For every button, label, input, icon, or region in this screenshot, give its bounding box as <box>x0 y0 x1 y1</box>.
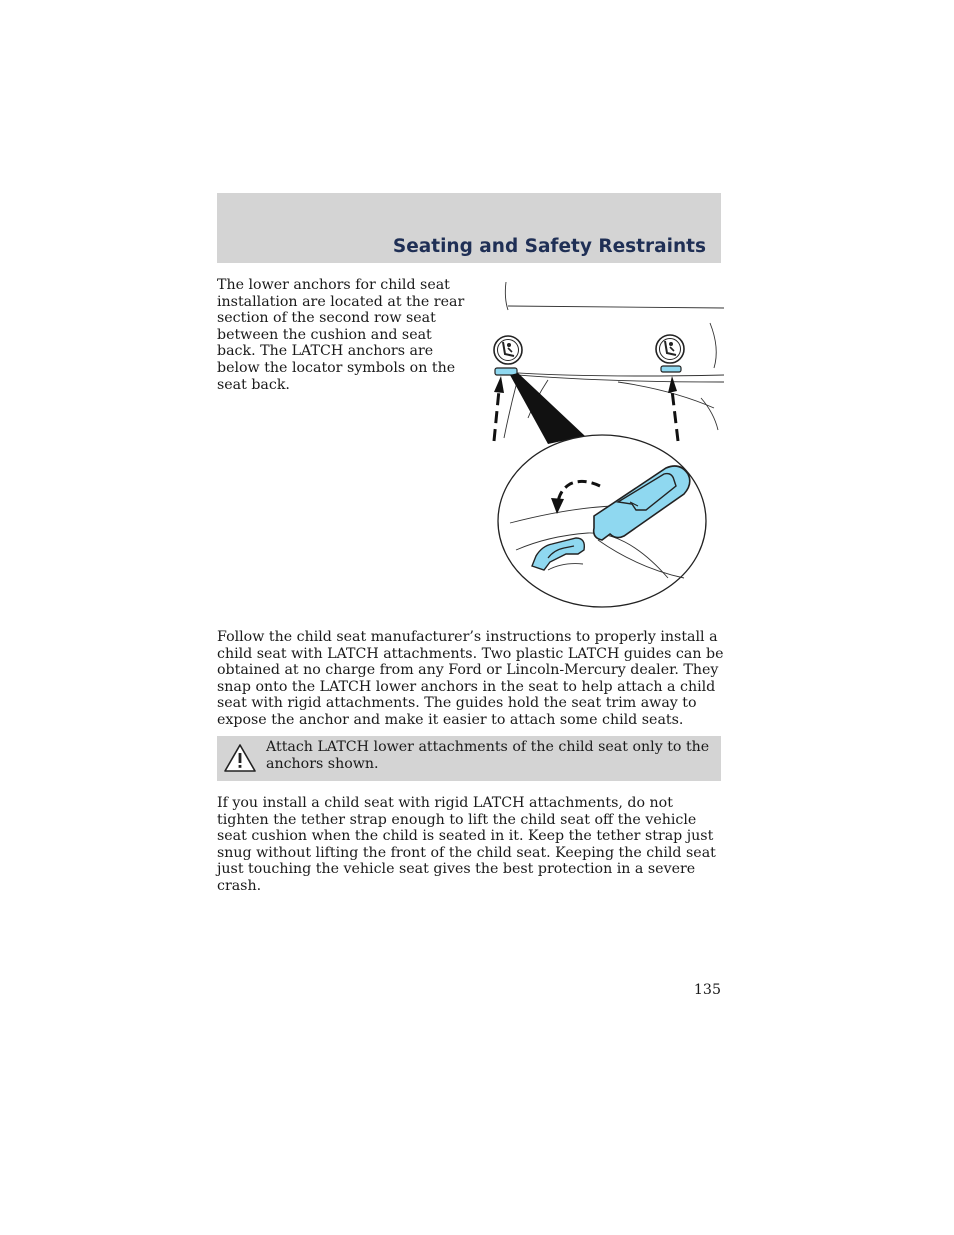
warning-text: Attach LATCH lower attachments of the child seat only to the anchors shown. <box>266 739 710 772</box>
warning-triangle-icon <box>224 743 256 773</box>
dashed-arrow-left <box>494 376 504 441</box>
anchor-guide-left <box>495 368 517 375</box>
dashed-arrow-right <box>668 376 678 441</box>
follow-instructions-paragraph: Follow the child seat manufacturer’s instructions to properly install a child seat with LATCH attachments. Two plastic LATCH guides can be obtained at no charge from any Ford or Lincoln-Mercury dealer. They snap onto the LATCH lower anchors in the seat to help attach a child seat with rigid attachments. The guides hold the seat trim away to expose the anchor and make it easier to attach some child seats. <box>217 629 724 728</box>
section-title: Seating and Safety Restraints <box>392 236 706 257</box>
latch-anchor-illustration <box>488 278 724 610</box>
magnifier-wedge <box>510 373 585 444</box>
rigid-attachment-paragraph: If you install a child seat with rigid LATCH attachments, do not tighten the tether strap enough to lift the child seat off the vehicle seat cushion when the child is seated in it. Keep the tether strap just snug without lifting the front of the child seat. Keeping the child seat just touching the vehicle seat gives the best protection in a severe crash. <box>217 795 716 894</box>
child-seat-locator-icon-left <box>494 336 522 364</box>
warning-box <box>217 736 721 781</box>
child-seat-locator-icon-right <box>656 335 684 363</box>
intro-paragraph: The lower anchors for child seat installation are located at the rear section of the second row seat between the cushion and seat back. The LATCH anchors are below the locator symbols on the seat back. <box>217 277 465 393</box>
detail-inset-circle <box>498 435 706 607</box>
anchor-guide-right <box>661 366 681 372</box>
page-number: 135 <box>693 982 721 998</box>
section-header-band <box>217 193 721 263</box>
